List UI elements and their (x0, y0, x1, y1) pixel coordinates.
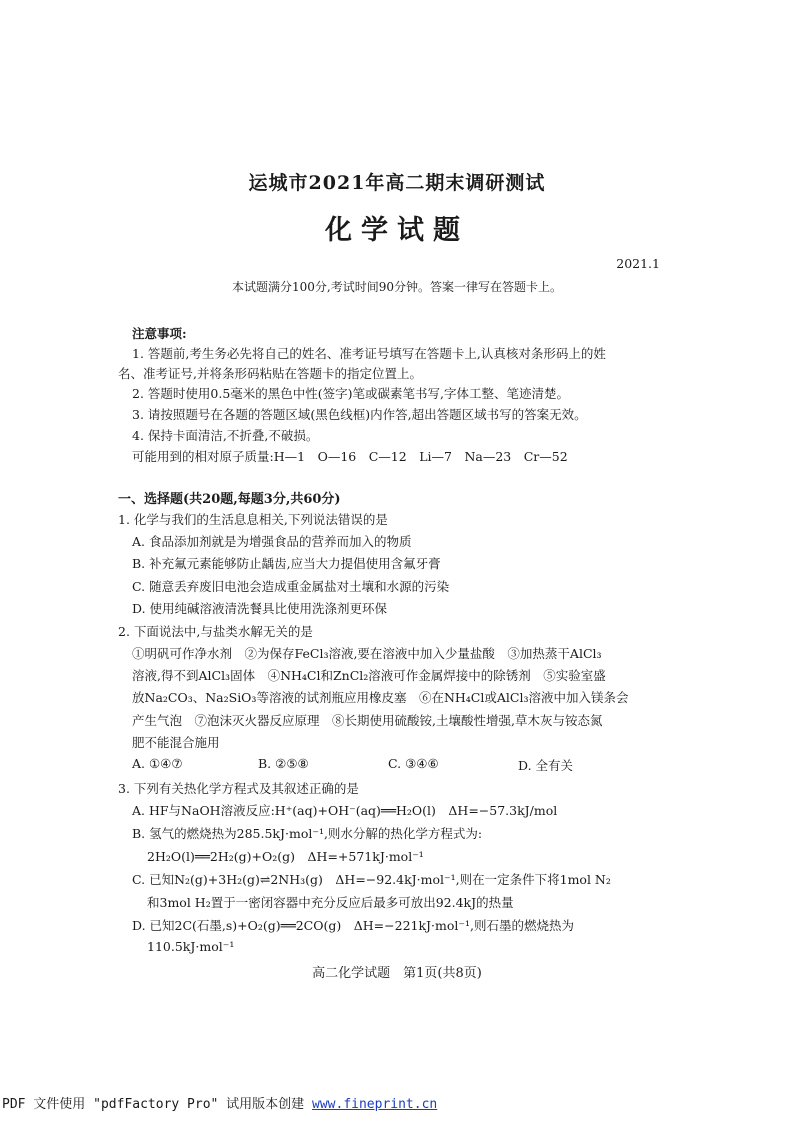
exam-title: 运城市2021年高二期末调研测试 (248, 172, 546, 194)
pdf-watermark (2, 1093, 437, 1112)
question-2-line: 放Na₂CO₃、Na₂SiO₃等溶液的试剂瓶应用橡皮塞 ⑥在NH₄Cl或AlCl₃溶液中加入镁条会 (132, 690, 629, 705)
question-3-option-a: A. HF与NaOH溶液反应:H⁺(aq)+OH⁻(aq)══H₂O(l) ΔH=−57.3kJ/mol (132, 803, 558, 818)
question-2-line: 肥不能混合施用 (132, 735, 220, 750)
note-item: 3. 请按照题号在各题的答题区域(黑色线框)内作答,超出答题区域书写的答案无效。 (132, 407, 587, 422)
question-3-line: 和3mol H₂置于一密闭容器中充分反应后最多可放出92.4kJ的热量 (147, 895, 514, 910)
note-item: 4. 保持卡面清洁,不折叠,不破损。 (132, 428, 319, 443)
question-2-option-c: C. ③④⑥ (388, 756, 439, 771)
notes-heading: 注意事项: (132, 326, 187, 341)
question-2-option-d: D. 全有关 (518, 758, 574, 773)
section-heading: 一、选择题(共20题,每题3分,共60分) (118, 492, 341, 507)
note-item: 2. 答题时使用0.5毫米的黑色中性(签字)笔或碳素笔书写,字体工整、笔迹清楚。 (132, 386, 570, 401)
question-1-option-b: B. 补充氟元素能够防止龋齿,应当大力提倡使用含氟牙膏 (132, 556, 441, 571)
question-1-option-c: C. 随意丢弃废旧电池会造成重金属盐对土壤和水源的污染 (132, 579, 450, 594)
question-3-option-d: D. 已知2C(石墨,s)+O₂(g)══2CO(g) ΔH=−221kJ·mol⁻¹,则石墨的燃烧热为 (132, 918, 574, 933)
question-2-stem: 2. 下面说法中,与盐类水解无关的是 (118, 624, 313, 639)
question-3-stem: 3. 下列有关热化学方程式及其叙述正确的是 (118, 781, 359, 796)
question-3-line: 110.5kJ·mol⁻¹ (147, 939, 235, 954)
question-3-equation: 2H₂O(l)══2H₂(g)+O₂(g) ΔH=+571kJ·mol⁻¹ (147, 849, 424, 864)
question-1-option-a: A. 食品添加剂就是为增强食品的营养而加入的物质 (132, 534, 412, 549)
question-1-option-d: D. 使用纯碱溶液清洗餐具比使用洗涤剂更环保 (132, 601, 388, 616)
note-item: 1. 答题前,考生务必先将自己的姓名、准考证号填写在答题卡上,认真核对条形码上的姓 (132, 346, 606, 361)
atomic-masses: 可能用到的相对原子质量:H—1 O—16 C—12 Li—7 Na—23 Cr—52 (132, 449, 568, 464)
pdf-watermark-link[interactable]: www.fineprint.cn (312, 1097, 438, 1112)
note-item: 名、准考证号,并将条形码粘贴在答题卡的指定位置上。 (118, 366, 422, 381)
question-2-option-a: A. ①④⑦ (132, 756, 183, 771)
question-2-line: ①明矾可作净水剂 ②为保存FeCl₃溶液,要在溶液中加入少量盐酸 ③加热蒸干AlCl₃ (132, 646, 602, 661)
question-3-option-c: C. 已知N₂(g)+3H₂(g)⇌2NH₃(g) ΔH=−92.4kJ·mol⁻¹,则在一定条件下将1mol N₂ (132, 872, 611, 887)
question-1-stem: 1. 化学与我们的生活息息相关,下列说法错误的是 (118, 512, 388, 527)
question-2-line: 溶液,得不到AlCl₃固体 ④NH₄Cl和ZnCl₂溶液可作金属焊接中的除锈剂 ⑤实验室盛 (132, 668, 606, 683)
question-3-option-b: B. 氢气的燃烧热为285.5kJ·mol⁻¹,则水分解的热化学方程式为: (132, 826, 483, 841)
subject-title: 化学试题 (325, 215, 469, 246)
question-2-line: 产生气泡 ⑦泡沫灭火器反应原理 ⑧长期使用硫酸铵,土壤酸性增强,草木灰与铵态氮 (132, 713, 603, 728)
exam-date: 2021.1 (616, 256, 660, 271)
question-2-option-b: B. ②⑤⑧ (258, 756, 309, 771)
page-footer: 高二化学试题 第1页(共8页) (312, 966, 482, 981)
exam-intro: 本试题满分100分,考试时间90分钟。答案一律写在答题卡上。 (232, 280, 562, 294)
pdf-watermark-text: PDF 文件使用 "pdfFactory Pro" 试用版本创建 (2, 1097, 313, 1112)
